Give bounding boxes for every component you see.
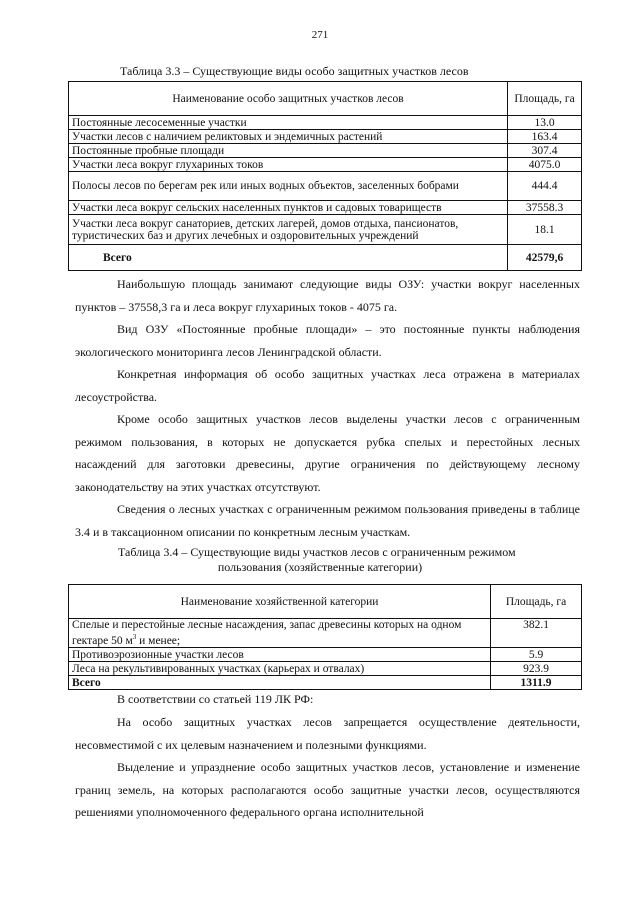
table-row [69,648,582,662]
column-header-area: Площадь, га [508,82,582,116]
paragraph-text: Наибольшую площадь занимают следующие виды ОЗУ: участки вокруг населенных пунктов – 37558,3 га и леса вокруг глухариных токов - 4075 га. [75,277,580,314]
paragraph-text: Сведения о лесных участках с ограниченным режимом пользования приведены в таблице 3.4 и в таксационном описании по конкретным лесным участкам. [75,502,580,539]
table-row [69,144,582,158]
total-value: 42579,6 [508,245,582,271]
table-row [69,116,582,130]
row-area: 13.0 [508,116,582,130]
table-row [69,201,582,215]
row-name: Участки лесов с наличием реликтовых и эндемичных растений [69,130,508,144]
row-area: 382.1 [491,619,582,648]
table-3-4 [68,584,582,690]
row-area: 307.4 [508,144,582,158]
total-value: 1311.9 [491,676,582,690]
paragraph-text: Выделение и упразднение особо защитных участков лесов, установление и изменение границ земель, на которых располагаются особо защитные участки лесов, осуществляются решениями уполномоченного федерального органа исполнительной [75,760,580,819]
paragraph-prohibition [75,711,580,756]
total-label: Всего [69,676,491,690]
total-label: Всего [69,245,508,271]
row-name: Полосы лесов по берегам рек или иных водных объектов, заселенных бобрами [69,172,508,201]
row-name: Спелые и перестойные лесные насаждения, запас древесины которых на одном гектаре 50 $м^3$ и менее; [69,619,491,648]
column-header-name: Наименование особо защитных участков лесов [69,82,508,116]
table-row [69,662,582,676]
paragraph-forest-inventory [75,363,580,408]
paragraph-text: Кроме особо защитных участков лесов выделены участки лесов с ограниченным режимом пользования, в которых не допускается рубка спелых и перестойных лесных насаждений для заготовки древесины, другие ограничения по действующему лесному законодательству на этих участках отсутствуют. [75,412,580,494]
table-row [69,130,582,144]
column-header-area: Площадь, га [491,585,582,619]
row-name: Противоэрозионные участки лесов [69,648,491,662]
paragraph-text: На особо защитных участках лесов запрещается осуществление деятельности, несовместимой с их целевым назначением и полезными функциями. [75,715,580,752]
table-row [69,215,582,245]
table-3-3-caption: Таблица 3.3 – Существующие виды особо защитных участков лесов [120,64,469,78]
row-name: Участки леса вокруг сельских населенных пунктов и садовых товариществ [69,201,508,215]
paragraph-allocation [75,756,580,824]
table-row [69,158,582,172]
table-header-row [69,585,582,619]
table-3-4-caption-line1: Таблица 3.4 – Существующие виды участков лесов с ограниченным режимом [118,545,516,559]
paragraph-text: Вид ОЗУ «Постоянные пробные площади» – это постоянные пункты наблюдения экологического мониторинга лесов Ленинградской области. [75,322,580,359]
paragraph-text: В соответствии со статьей 119 ЛК РФ: [117,692,314,706]
row-name: Постоянные лесосеменные участки [69,116,508,130]
row-area: 18.1 [508,215,582,245]
paragraph-sample-plots [75,318,580,363]
table-total-row [69,245,582,271]
row-area: 4075.0 [508,158,582,172]
row-area: 5.9 [491,648,582,662]
table-3-4-caption-line2: пользования (хозяйственные категории) [217,560,423,574]
paragraph-text: Конкретная информация об особо защитных участках леса отражена в материалах лесоустройства. [75,367,580,404]
table-row [69,172,582,201]
row-name: Постоянные пробные площади [69,144,508,158]
row-name: Участки леса вокруг санаториев, детских лагерей, домов отдыха, пансионатов, туристических баз и других лечебных и оздоровительных учреждений [69,215,508,245]
row-area: 444.4 [508,172,582,201]
table-row [69,619,582,648]
row-area: 923.9 [491,662,582,676]
paragraph-restricted-use [75,408,580,498]
table-3-3 [68,81,582,271]
row-name: Леса на рекультивированных участках (карьерах и отвалах) [69,662,491,676]
paragraph-article-119 [117,688,577,711]
row-area: 37558.3 [508,201,582,215]
row-area: 163.4 [508,130,582,144]
table-header-row [69,82,582,116]
page-number: 271 [311,29,329,41]
paragraph-table-reference [75,498,580,543]
paragraph-largest-areas [75,273,580,318]
row-name: Участки леса вокруг глухариных токов [69,158,508,172]
column-header-category: Наименование хозяйственной категории [69,585,491,619]
